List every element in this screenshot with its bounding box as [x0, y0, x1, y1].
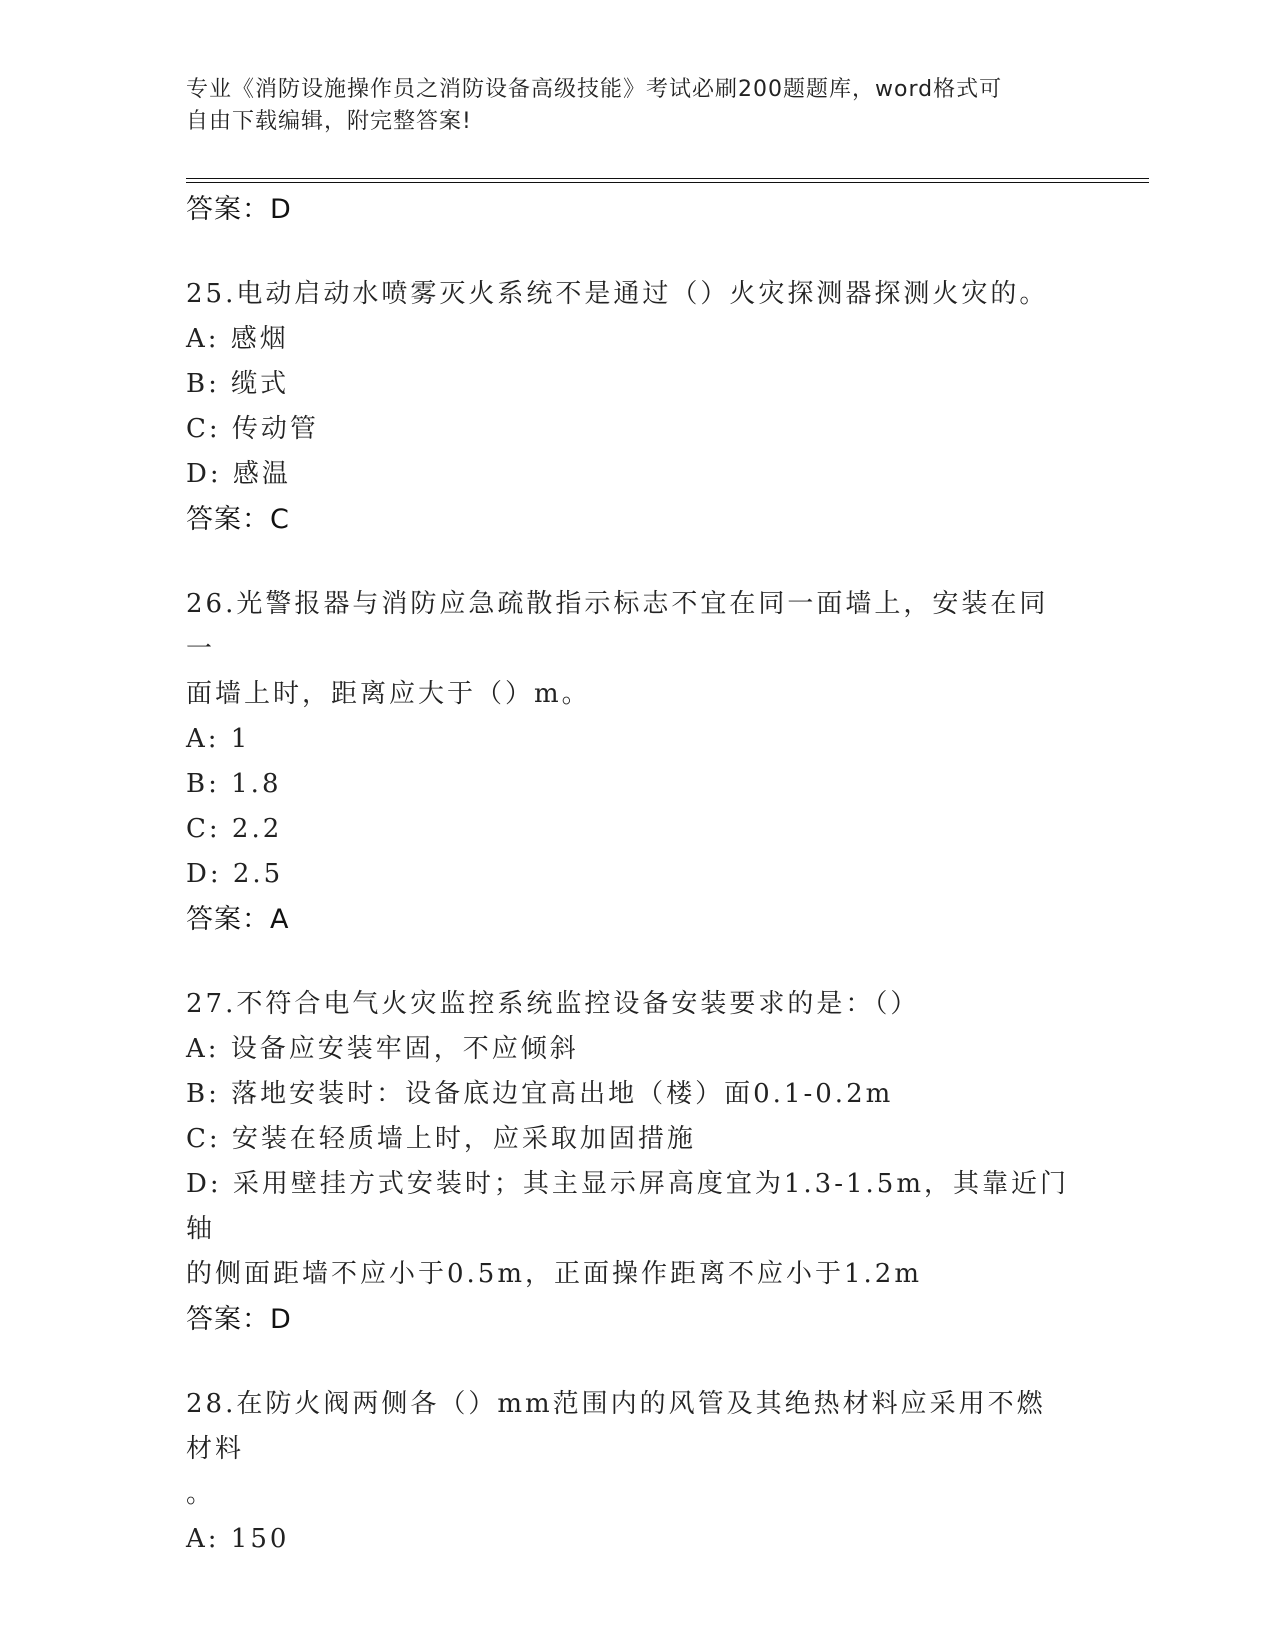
answer: 答案：A: [186, 904, 290, 935]
option-a: A: 150: [186, 1524, 290, 1554]
question-28: [186, 1382, 1086, 1562]
option-d-line-1: D: 采用壁挂方式安装时；其主显示屏高度宜为1.3-1.5m，其靠近门轴: [186, 1169, 1070, 1244]
document-header: [186, 74, 1066, 138]
question-26: [186, 582, 1086, 942]
header-rule-bottom: [186, 182, 1149, 183]
option-d: D: 2.5: [186, 859, 284, 889]
option-b: B: 缆式: [186, 369, 290, 399]
question-stem-line-2: 面墙上时，距离应大于（）m。: [186, 679, 591, 709]
option-b: B: 落地安装时：设备底边宜高出地（楼）面0.1-0.2m: [186, 1079, 894, 1109]
option-b: B: 1.8: [186, 769, 282, 799]
answer: 答案：C: [186, 504, 290, 535]
question-25: [186, 272, 1086, 542]
question-stem: 25.电动启动水喷雾灭火系统不是通过（）火灾探测器探测火灾的。: [186, 279, 1049, 309]
option-c: C: 安装在轻质墙上时，应采取加固措施: [186, 1124, 696, 1154]
previous-answer: 答案：D: [186, 194, 292, 225]
option-c: C: 传动管: [186, 414, 319, 444]
header-line-2: 自由下载编辑，附完整答案!: [186, 109, 472, 134]
answer: 答案：D: [186, 1304, 292, 1335]
question-stem-line-2: 。: [186, 1479, 216, 1509]
question-stem-line-1: 26.光警报器与消防应急疏散指示标志不宜在同一面墙上，安装在同一: [186, 589, 1049, 664]
option-a: A: 1: [186, 724, 251, 754]
question-27: [186, 982, 1086, 1342]
question-stem: 27.不符合电气火灾监控系统监控设备安装要求的是：（）: [186, 989, 920, 1019]
option-a: A: 感烟: [186, 324, 289, 354]
option-a: A: 设备应安装牢固，不应倾斜: [186, 1034, 579, 1064]
option-c: C: 2.2: [186, 814, 283, 844]
question-list: [186, 187, 1086, 1562]
question-stem-line-1: 28.在防火阀两侧各（）mm范围内的风管及其绝热材料应采用不燃材料: [186, 1389, 1046, 1464]
option-d-line-2: 的侧面距墙不应小于0.5m，正面操作距离不应小于1.2m: [186, 1259, 923, 1289]
header-rule-top: [186, 178, 1149, 179]
option-d: D: 感温: [186, 459, 291, 489]
header-line-1: 专业《消防设施操作员之消防设备高级技能》考试必刷200题题库，word格式可: [186, 77, 1003, 102]
